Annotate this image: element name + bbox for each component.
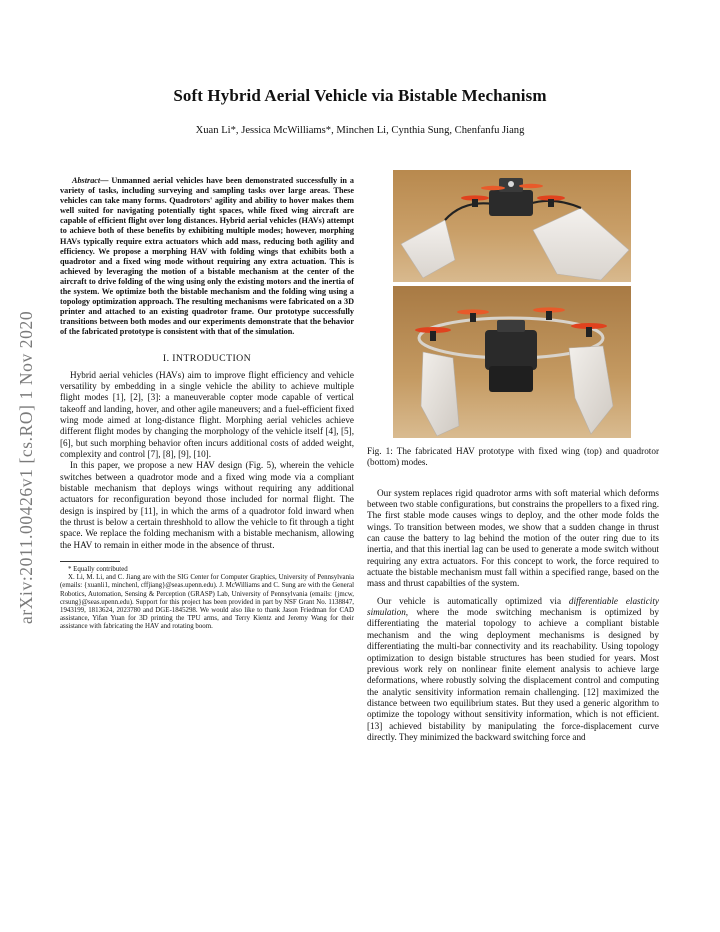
right-paragraph-1: Our system replaces rigid quadrotor arms with soft material which deforms between two stable configurations, but constrains the propellers to a fixed ring. The first stable mode causes wings to deploy, and the other mode folds the wings. To transition between modes, we show that a sudden change in thrust can cause the battery to lag behind the motion of the outer ring due to its inertia, and that this inertial lag can be used to generate a mode switch without requiring any extra actuators. For this concept to work, the force required to actuate the bistable mechanism must fall within a specified range, based on the mass and thrust capabilties of the system. (367, 487, 659, 589)
footnote-equal-contribution: * Equally contributed (68, 566, 128, 573)
author-list: Xuan Li*, Jessica McWilliams*, Minchen Li, Cynthia Sung, Chenfanfu Jiang (195, 125, 525, 136)
abstract (60, 176, 354, 338)
intro-paragraph-1: Hybrid aerial vehicles (HAVs) aim to improve flight efficiency and vehicle versatility by embedding in a single vehicle the ability to achieve multiple flight modes [1], [2], [3]: a maneuverable copter mode capable of vertical takeoff and landing, hover, and other agile maneuvers; and a fuel-efficient fixed wing mode aimed at long-distance flight. Morphing aerial vehicles achieve different flight modes by changing the morphology of the vehicle itself [4], [5], [6], but such morphing behavior often incurs additional costs of added weight, complexity and control [7], [8], [9], [10]. (60, 369, 354, 459)
figure-photo-quadrotor (393, 286, 631, 438)
footnote-rule (60, 561, 120, 562)
section-heading-introduction: I. INTRODUCTION (162, 352, 252, 364)
intro-paragraph-2: In this paper, we propose a new HAV design (Fig. 5), wherein the vehicle switches between a quadrotor mode and a fixed wing mode via a compliant bistable mechanism that deploys wings without requiring any additional actuators for reconfiguration beyond those included for normal flight. The design is inspired by [11], in which the arms of a quadrotor fold inward when the thrust is below a certain threshhold to allow the vehicle to fit through a tight space. We replace the folding mechanism with a bistable mechanism, allowing the HAV to remain in either mode in the absence of thrust. (60, 460, 354, 550)
arxiv-stamp: arXiv:2011.00426v1 [cs.RO] 1 Nov 2020 (16, 310, 36, 624)
right-column (367, 170, 659, 743)
figure-caption: Fig. 1: The fabricated HAV prototype with fixed wing (top) and quadrotor (bottom) modes. (367, 446, 659, 468)
paper-title: Soft Hybrid Aerial Vehicle via Bistable Mechanism (173, 86, 547, 105)
abstract-text: — Unmanned aerial vehicles have been demonstrated successfully in a variety of tasks, including surveying and sampling tasks over large areas. These vehicles can take many forms. Quadrotors' agility and ability to hover makes them well suited for navigating potentially tight spaces, while fixed wing aircraft are capable of efficient flight over long distances. Hybrid aerial vehicles (HAVs) attempt to achieve both of these benefits by exhibiting multiple modes; however, morphing HAVs typically require extra actuators which add mass, reducing both agility and efficiency. We propose a morphing HAV with folding wings that exhibits both a quadrotor and a fixed wing mode without requiring any extra actuation. This is achieved by leveraging the motion of a bistable mechanism at the center of the aircraft to drive folding of the wing using only the existing motors and the inertia of the system. We optimize both the bistable mechanism and the folding wing using a topology optimization approach. The resulting mechanisms were fabricated on a 3D printer and attached to an existing quadrotor frame. Our prototype successfully transitions between both modes and our experiments demonstrate that the behavior of the fabricated prototype is consistent with that of the simulation. (60, 176, 354, 337)
right-paragraph-2-body: , where the mode switching mechanism is optimized by differentiating the material topology to achieve a compliant bistable mechanism and the wing deployment mechanisms is designed by differentiating the multi-bar connectivity and its reachability. Using topology optimization to design bistable structures has been studied for years. Most previous work rely on nonlinear finite element analysis to achieve large deformations, where robustly solving the displacement control and computing the analytic sensitivity information remain challenging. [12] maximized the distance between two equilibrium states. But they used a generic algorithm to optimize the topology without sensitivity information, which is not efficient. [13] achieved bistability by manipulating the force-displacement curve directly. They minimized the backward switching force and (367, 607, 659, 742)
abstract-label: Abstract (72, 176, 101, 185)
right-paragraph-2-lead: Our vehicle is automatically optimized via (377, 595, 569, 606)
footnote-affiliations: X. Li, M. Li, and C. Jiang are with the SIG Center for Computer Graphics, University of Pennsylvania (emails: {xuanli1, minchenl, cffjiang}@seas.upenn.edu). J. McWilliams and C. Sung are with the General Robotics, Automation, Sensing & Perception (GRASP) Lab, University of Pennsylvania (emails: {jmcw, crsung}@seas.upenn.edu). Support for this project has been provided in part by NSF Grant No. 1138847, 1943199, 1813624, 2023780 and DGE-1845298. We would also like to thank Jason Friedman for CAD assistance, Yifan Yuan for 3D printing the TPU arms, and Terry Kientz and Jeremy Wang for their assistance with fabricating the HAV and rotating boom. (60, 574, 354, 631)
left-column (60, 176, 354, 632)
emphasis-differentiable-elasticity: differentiable elasticity simulation (367, 595, 659, 618)
figure-photo-fixed-wing (393, 170, 631, 282)
right-paragraph-2 (367, 596, 659, 743)
